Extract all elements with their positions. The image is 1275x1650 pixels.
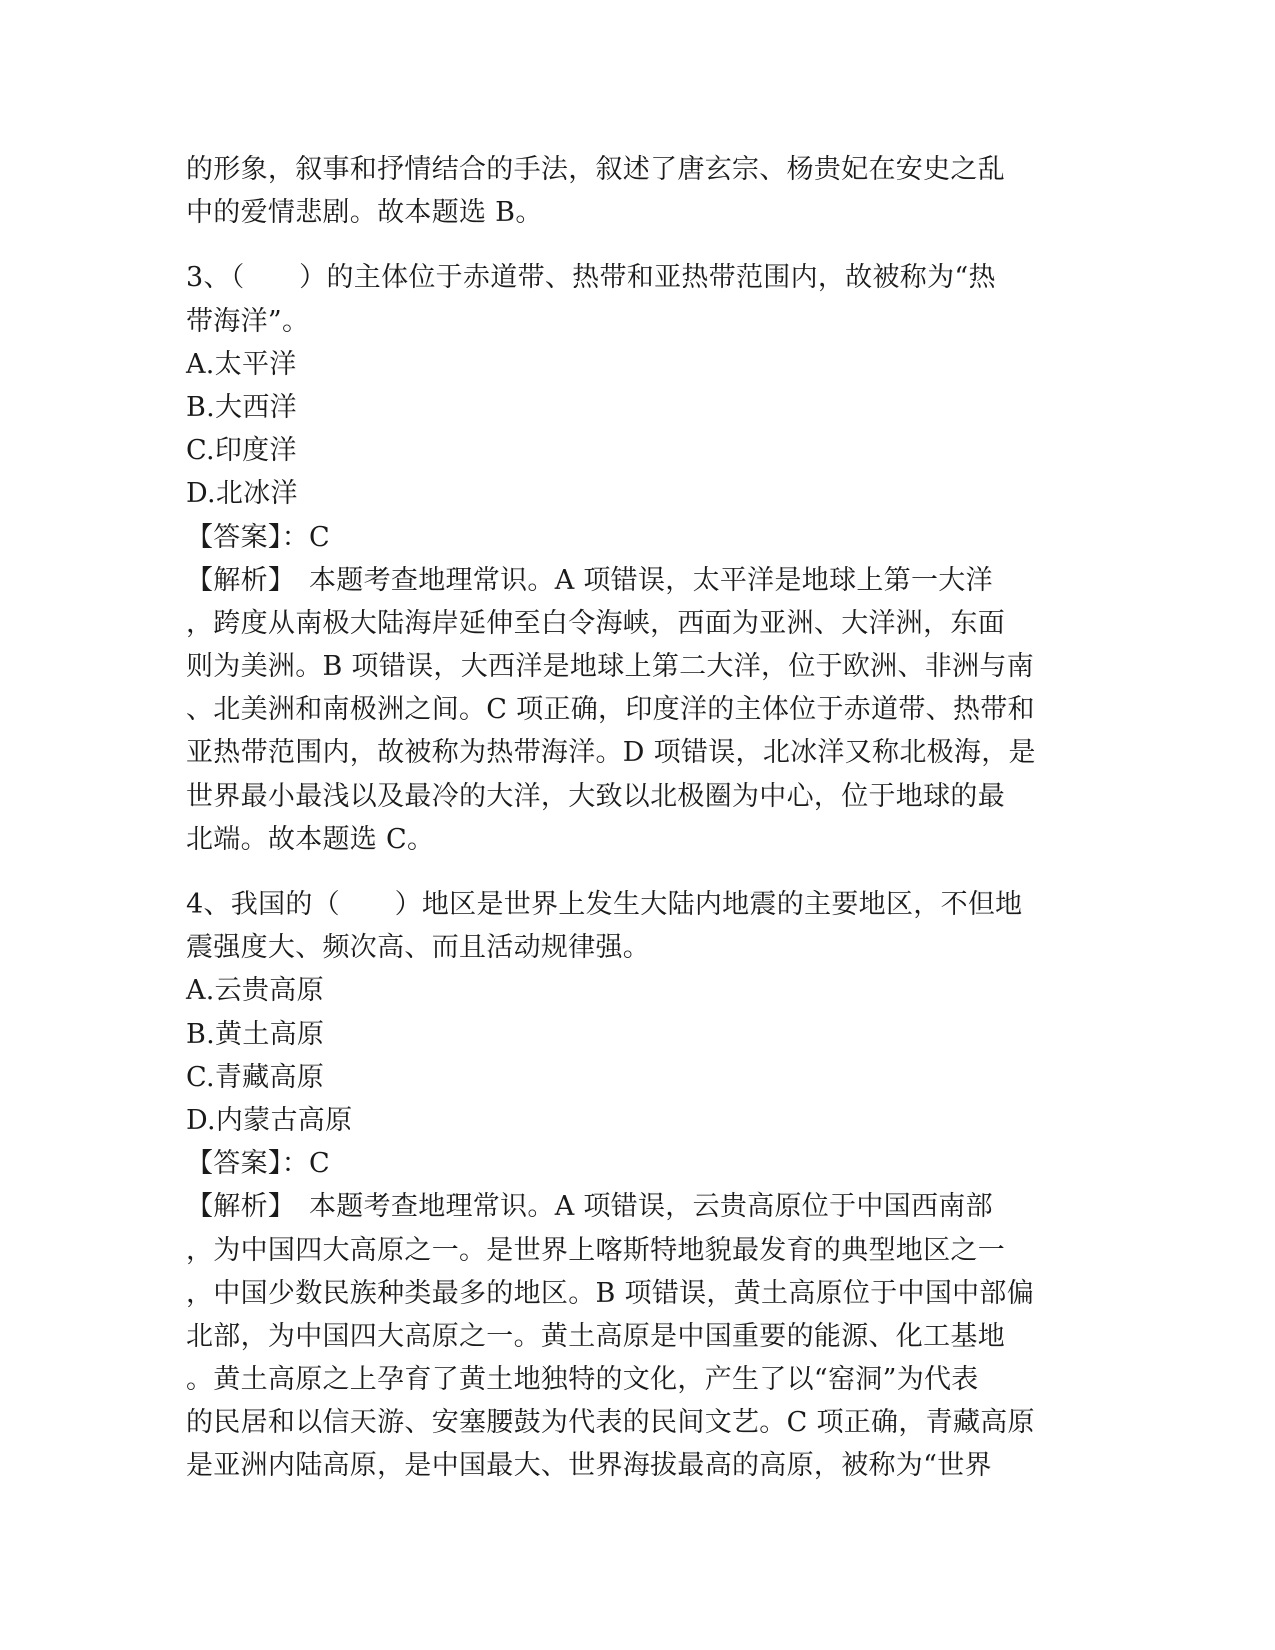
option-c: C.青藏高原 (186, 1061, 325, 1093)
question-stem: 4、我国的（ ）地区是世界上发生大陆内地震的主要地区，不但地 (186, 889, 1023, 920)
question-4 (186, 883, 1086, 1488)
previous-analysis-continuation (186, 148, 1086, 234)
question-stem: 震强度大、频次高、而且活动规律强。 (186, 932, 651, 964)
option-d: D.内蒙古高原 (186, 1104, 353, 1136)
analysis-line: ，跨度从南极大陆海岸延伸至白令海峡，西面为亚洲、大洋洲，东面 (186, 607, 1005, 639)
question-stem: 带海洋”。 (186, 305, 310, 337)
analysis-line: 北端。故本题选 C。 (186, 823, 435, 855)
answer: 【答案】：C (186, 1148, 330, 1180)
analysis-line: 的民居和以信天游、安塞腰鼓为代表的民间文艺。C 项正确，青藏高原 (186, 1407, 1035, 1439)
question-3 (186, 256, 1086, 861)
option-c: C.印度洋 (186, 435, 297, 467)
answer: 【答案】：C (186, 521, 330, 553)
option-b: B.大西洋 (186, 391, 297, 423)
option-a: A.云贵高原 (186, 975, 324, 1007)
analysis-line: ，为中国四大高原之一。是世界上喀斯特地貌最发育的典型地区之一 (186, 1234, 1005, 1266)
analysis-line: 【解析】 本题考查地理常识。A 项错误，太平洋是地球上第一大洋 (186, 564, 993, 596)
analysis-line: 世界最小最浅以及最冷的大洋，大致以北极圈为中心，位于地球的最 (186, 780, 1005, 812)
document-page (186, 148, 1086, 1488)
text-line: 中的爱情悲剧。故本题选 B。 (186, 197, 543, 229)
analysis-line: 、北美洲和南极洲之间。C 项正确，印度洋的主体位于赤道带、热带和 (186, 694, 1035, 726)
analysis-line: 亚热带范围内，故被称为热带海洋。D 项错误，北冰洋又称北极海，是 (186, 737, 1036, 769)
analysis-line: ，中国少数民族种类最多的地区。B 项错误，黄土高原位于中国中部偏 (186, 1277, 1035, 1309)
analysis-line: 。黄土高原之上孕育了黄土地独特的文化，产生了以“窑洞”为代表 (186, 1364, 979, 1396)
option-d: D.北冰洋 (186, 478, 298, 510)
analysis-line: 是亚洲内陆高原，是中国最大、世界海拔最高的高原，被称为“世界 (186, 1450, 992, 1482)
analysis-line: 【解析】 本题考查地理常识。A 项错误，云贵高原位于中国西南部 (186, 1191, 993, 1223)
analysis-line: 则为美洲。B 项错误，大西洋是地球上第二大洋，位于欧洲、非洲与南 (186, 651, 1035, 683)
analysis-line: 北部，为中国四大高原之一。黄土高原是中国重要的能源、化工基地 (186, 1320, 1005, 1352)
text-line: 的形象，叙事和抒情结合的手法，叙述了唐玄宗、杨贵妃在安史之乱 (186, 154, 1005, 185)
option-b: B.黄土高原 (186, 1018, 325, 1050)
question-stem: 3、（ ）的主体位于赤道带、热带和亚热带范围内，故被称为“热 (186, 262, 996, 294)
option-a: A.太平洋 (186, 348, 297, 380)
